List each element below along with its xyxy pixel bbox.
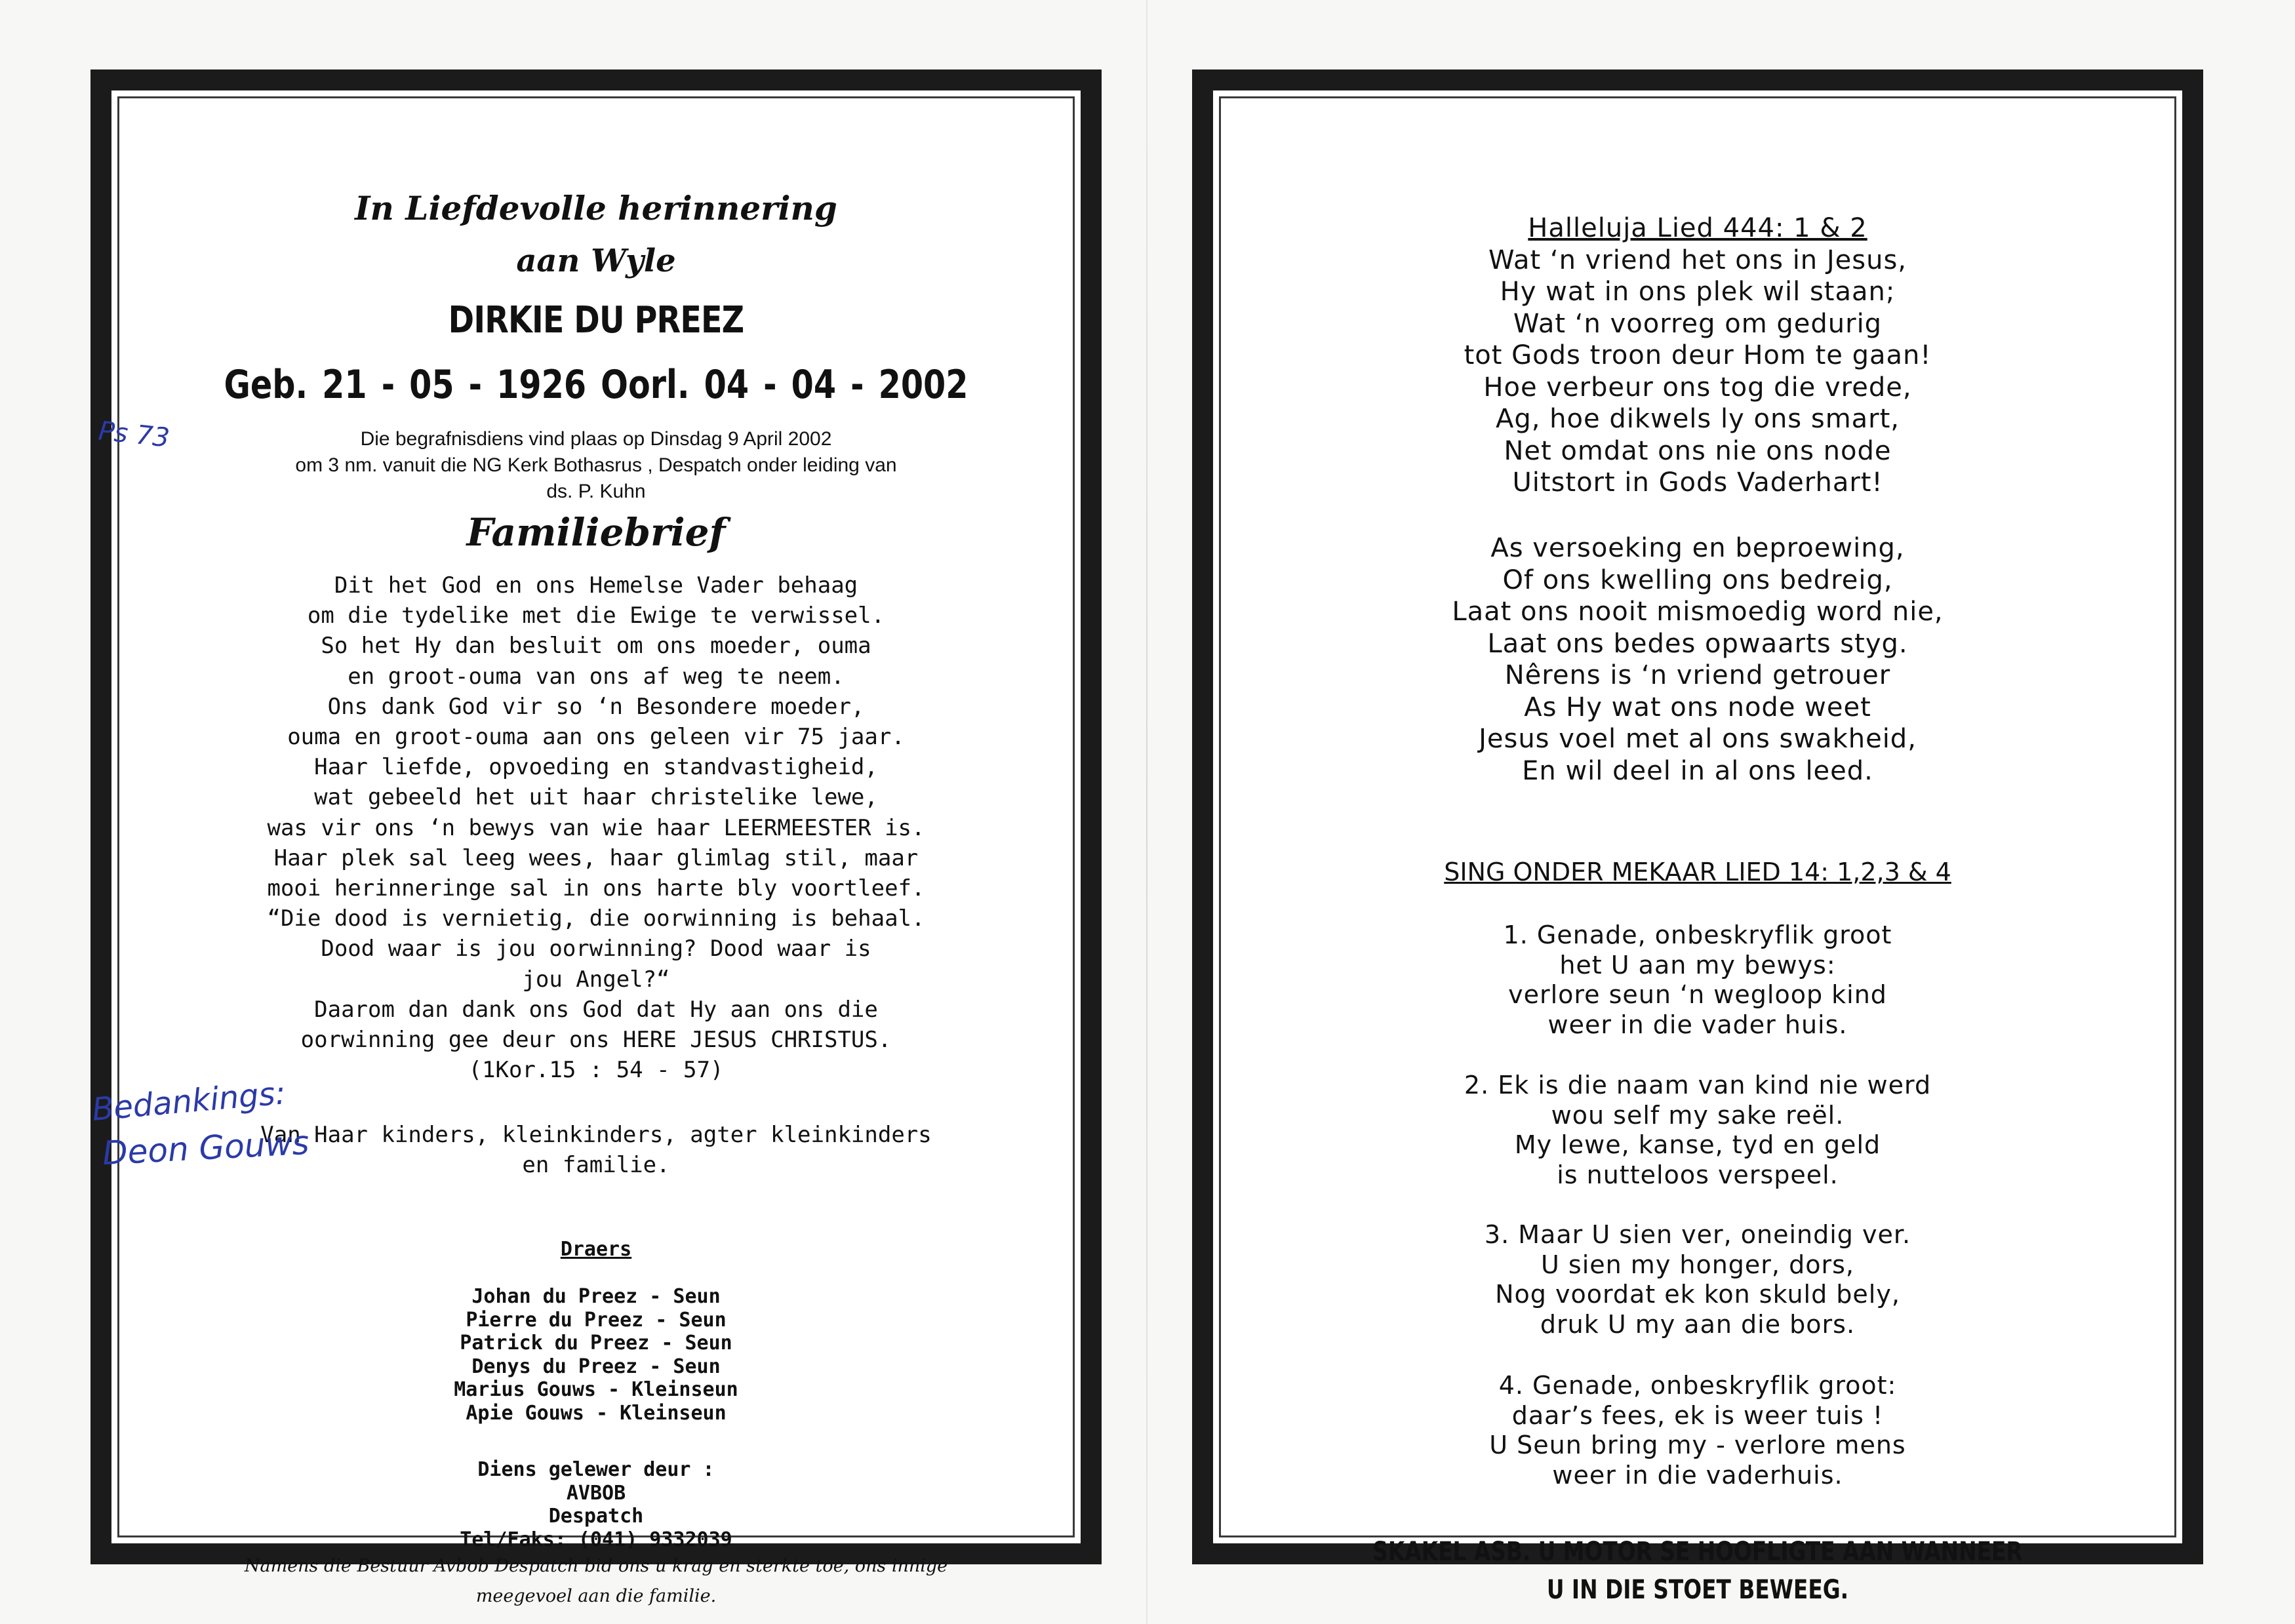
- service-line: ds. P. Kuhn: [546, 481, 646, 502]
- letter-line: mooi herinneringe sal in ons harte bly voortleef.: [267, 875, 925, 902]
- letter-line: Haar liefde, opvoeding en standvastigheid,: [314, 754, 878, 781]
- letter-line: wat gebeeld het uit haar christelike lewe,: [314, 784, 878, 811]
- verse-line: wou self my sake reël.: [1551, 1100, 1845, 1130]
- life-dates: Geb. 21 - 05 - 1926 Oorl. 04 - 04 - 2002: [224, 362, 968, 408]
- hymn-line: Nêrens is ‘n vriend getrouer: [1504, 660, 1891, 690]
- undertaker-line: Tel/Faks: (041) 9332039: [460, 1528, 732, 1551]
- handwritten-psalm-note: Ps 73: [96, 416, 171, 454]
- memorial-subheading: aan Wyle: [516, 243, 676, 279]
- procession-notice: [1300, 1533, 2095, 1609]
- verse-line: het U aan my bewys:: [1559, 950, 1836, 980]
- handwritten-name-note: Deon Gouws: [101, 1123, 310, 1173]
- hymn-line: Uitstort in Gods Vaderhart!: [1512, 467, 1883, 498]
- bearers-heading: Draers: [560, 1238, 632, 1261]
- verse-line: Nog voordat ek kon skuld bely,: [1495, 1280, 1900, 1309]
- letter-line: was vir ons ‘n bewys van wie haar LEERMEESTER is.: [267, 814, 925, 841]
- hymn-line: Jesus voel met al ons swakheid,: [1479, 724, 1917, 754]
- service-line: om 3 nm. vanuit die NG Kerk Bothasrus , Despatch onder leiding van: [295, 454, 897, 476]
- letter-line: ouma en groot-ouma aan ons geleen vir 75 jaar.: [287, 724, 905, 751]
- letter-line: (1Kor.15 : 54 - 57): [468, 1057, 724, 1084]
- bearer-item: Johan du Preez - Seun: [471, 1285, 721, 1308]
- undertaker-details: [111, 1458, 1081, 1551]
- hymn-14-verse-1: [1213, 921, 2182, 1040]
- hymn-line: Of ons kwelling ons bedreig,: [1502, 564, 1893, 595]
- verse-line: druk U my aan die bors.: [1540, 1309, 1856, 1339]
- bearer-item: Marius Gouws - Kleinseun: [454, 1378, 738, 1401]
- letter-line: Dit het God en ons Hemelse Vader behaag: [334, 572, 858, 599]
- memorial-heading: In Liefdevolle herinnering: [355, 189, 837, 228]
- letter-line: oorwinning gee deur ons HERE JESUS CHRISTUS.: [300, 1027, 892, 1054]
- hymn-title: Halleluja Lied 444: 1 & 2: [1528, 213, 1867, 243]
- hymn-line: Laat ons nooit mismoedig word nie,: [1452, 597, 1944, 627]
- letter-line: “Die dood is vernietig, die oorwinning is behaal.: [267, 905, 925, 932]
- verse-line: 1. Genade, onbeskryflik groot: [1503, 921, 1892, 949]
- letter-line: Daarom dan dank ons God dat Hy aan ons die: [314, 996, 878, 1023]
- service-line: Die begrafnisdiens vind plaas op Dinsdag 9 April 2002: [360, 428, 832, 450]
- letter-line: jou Angel?“: [522, 966, 670, 993]
- verse-line: 4. Genade, onbeskryflik groot:: [1498, 1371, 1897, 1400]
- verse-line: 3. Maar U sien ver, oneindig ver.: [1484, 1220, 1911, 1249]
- right-page-panel: [1192, 69, 2203, 1605]
- bearer-item: Apie Gouws - Kleinseun: [466, 1401, 727, 1425]
- hymn-line: Laat ons bedes opwaarts styg.: [1487, 628, 1908, 659]
- letter-line: So het Hy dan besluit om ons moeder, ouma: [321, 633, 871, 660]
- hymn-14-verse-2: [1213, 1071, 2182, 1190]
- letter-line: Haar plek sal leeg wees, haar glimlag stil, maar: [273, 844, 919, 871]
- verse-line: U Seun bring my - verlore mens: [1489, 1431, 1906, 1459]
- family-letter: [111, 570, 1081, 1085]
- handwritten-thanks-note: Bedankings:: [90, 1075, 287, 1128]
- hymn-line: As Hy wat ons node weet: [1524, 692, 1871, 723]
- verse-line: weer in die vader huis.: [1547, 1010, 1848, 1039]
- condolence-line: Namens die Bestuur Avbob Despatch bid ons u krag en sterkte toe, ons innige: [244, 1556, 948, 1576]
- hymn-line: As versoeking en beproewing,: [1490, 533, 1905, 563]
- undertaker-line: Despatch: [548, 1505, 644, 1528]
- letter-line: en groot-ouma van ons af weg te neem.: [348, 663, 845, 690]
- letter-line: Ons dank God vir so ‘n Besondere moeder,: [327, 693, 865, 720]
- undertaker-line: Diens gelewer deur :: [477, 1458, 715, 1481]
- bearers-list: [111, 1285, 1081, 1425]
- hymn-line: Hoe verbeur ons tog die vrede,: [1483, 372, 1912, 403]
- hymn-line: En wil deel in al ons leed.: [1522, 755, 1873, 786]
- hymn-line: Wat ‘n voorreg om gedurig: [1513, 308, 1883, 339]
- deceased-name: DIRKIE DU PREEZ: [448, 299, 744, 342]
- letter-line: Dood waar is jou oorwinning? Dood waar is: [321, 936, 871, 962]
- hymn-14-title: SING ONDER MEKAAR LIED 14: 1,2,3 & 4: [1444, 858, 1951, 886]
- verse-line: U sien my honger, dors,: [1541, 1250, 1854, 1279]
- hymn-line: tot Gods troon deur Hom te gaan!: [1464, 340, 1932, 370]
- letter-line: om die tydelike met die Ewige te verwissel.: [307, 603, 885, 629]
- bearer-item: Patrick du Preez - Seun: [460, 1332, 732, 1355]
- condolence-line: meegevoel aan die familie.: [475, 1586, 717, 1606]
- signoff-line: Van Haar kinders, kleinkinders, agter kleinkinders: [260, 1122, 932, 1148]
- left-page-panel: [90, 69, 1102, 1606]
- notice-line: U IN DIE STOET BEWEEG.: [1546, 1575, 1849, 1605]
- hymn-line: Ag, hoe dikwels ly ons smart,: [1495, 404, 1900, 434]
- verse-line: daar’s fees, ek is weer tuis !: [1511, 1400, 1884, 1430]
- verse-line: verlore seun ‘n wegloop kind: [1508, 980, 1887, 1009]
- bearer-item: Pierre du Preez - Seun: [466, 1308, 727, 1332]
- hymn-14-verse-3: [1213, 1220, 2182, 1339]
- page-fold: [1146, 0, 1148, 1624]
- notice-line: SKAKEL ASB. U MOTOR SE HOOFLIGTE AAN WANNEER: [1372, 1537, 2023, 1567]
- hymn-line: Hy wat in ons plek wil staan;: [1500, 277, 1896, 307]
- bearer-item: Denys du Preez - Seun: [471, 1355, 721, 1378]
- verse-line: weer in die vaderhuis.: [1552, 1460, 1843, 1490]
- hymn-444-verse-2: [1213, 532, 2182, 787]
- hymn-444: [1213, 212, 2182, 499]
- undertaker-line: AVBOB: [566, 1481, 626, 1505]
- family-letter-title: Familiebrief: [466, 510, 726, 555]
- verse-line: is nutteloos verspeel.: [1557, 1160, 1839, 1189]
- verse-line: 2. Ek is die naam van kind nie werd: [1464, 1071, 1932, 1099]
- hymn-line: Wat ‘n vriend het ons in Jesus,: [1488, 245, 1907, 275]
- hymn-line: Net omdat ons nie ons node: [1504, 435, 1892, 466]
- verse-line: My lewe, kanse, tyd en geld: [1514, 1130, 1881, 1159]
- service-details: [282, 426, 910, 505]
- signoff-line: en familie.: [522, 1152, 670, 1178]
- hymn-14-verse-4: [1213, 1371, 2182, 1490]
- condolence-message: [131, 1551, 1061, 1612]
